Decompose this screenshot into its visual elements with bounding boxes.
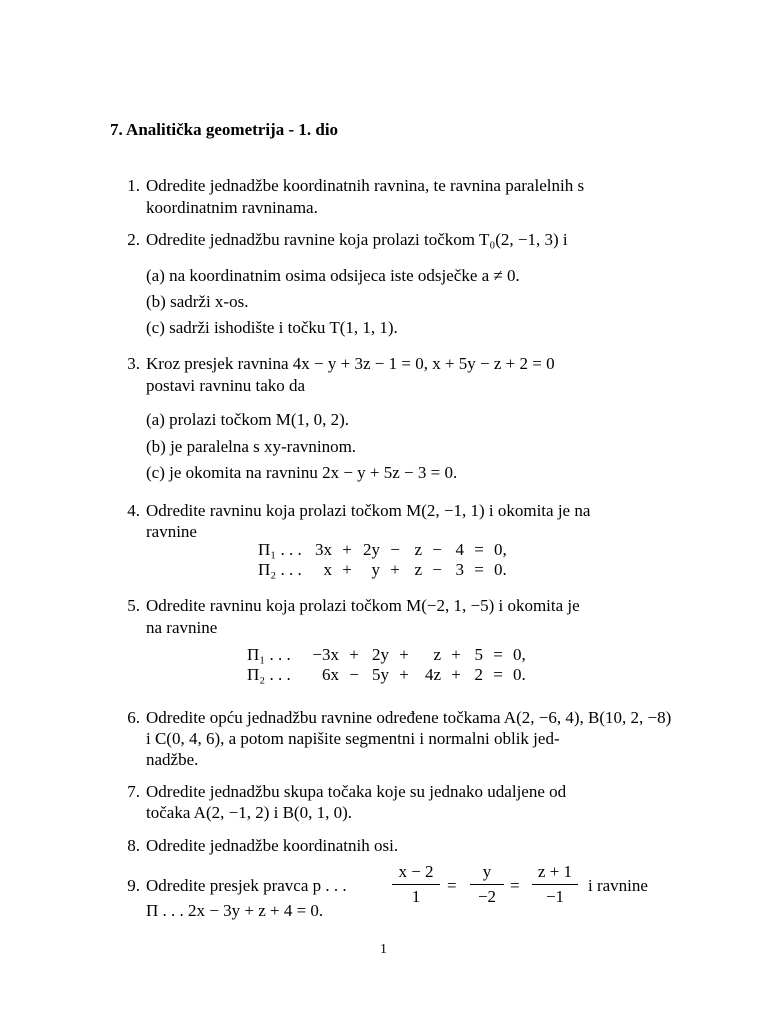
item-text-line: Odredite ravninu koja prolazi točkom M(−2, 1, −5) i okomita je bbox=[146, 596, 580, 615]
fraction: x − 2 1 bbox=[392, 862, 440, 907]
item-text-line: ravnine bbox=[146, 522, 197, 541]
subitem: (c) sadrži ishodište i točku T(1, 1, 1). bbox=[146, 318, 398, 337]
fraction: z + 1 −1 bbox=[532, 862, 578, 907]
item-text-line: Odredite opću jednadžbu ravnine određene točkama A(2, −6, 4), B(10, 2, −8) bbox=[146, 708, 672, 727]
equation-system bbox=[258, 540, 518, 580]
item-number: 5. bbox=[127, 596, 140, 615]
item-text-line: Odredite jednadžbu skupa točaka koje su jednako udaljene od bbox=[146, 782, 567, 801]
fraction-bar bbox=[392, 884, 440, 885]
page-number: 1 bbox=[380, 942, 387, 957]
equation-system bbox=[247, 645, 537, 685]
item-number: 9. bbox=[127, 876, 140, 895]
equation-row: Π₂ . . . 6x − 5y + 4z + 2 = 0. bbox=[247, 665, 526, 684]
item-number: 6. bbox=[127, 708, 140, 727]
fraction-bar bbox=[532, 884, 578, 885]
item-text-line: koordinatnim ravninama. bbox=[146, 198, 318, 217]
item-text-line: točaka A(2, −1, 2) i B(0, 1, 0). bbox=[146, 803, 352, 822]
subitem: (b) je paralelna s xy-ravninom. bbox=[146, 437, 357, 456]
subitem: (a) na koordinatnim osima odsijeca iste odsječke a ≠ 0. bbox=[146, 266, 520, 285]
item-text-line: Odredite jednadžbu ravnine koja prolazi točkom T₀(2, −1, 3) i bbox=[146, 230, 568, 249]
item-text-line: Odredite ravninu koja prolazi točkom M(2, −1, 1) i okomita je na bbox=[146, 501, 591, 520]
section-title: 7. Analitička geometrija - 1. dio bbox=[110, 120, 339, 139]
equals-sign: = bbox=[447, 876, 457, 895]
fraction-bar bbox=[470, 884, 504, 885]
fraction: y −2 bbox=[470, 862, 504, 907]
equation-row: Π₁ . . . −3x + 2y + z + 5 = 0, bbox=[247, 645, 526, 664]
item-text-line: postavi ravninu tako da bbox=[146, 376, 306, 395]
item-text-line: Kroz presjek ravnina 4x − y + 3z − 1 = 0, x + 5y − z + 2 = 0 bbox=[146, 354, 555, 373]
subitem: (a) prolazi točkom M(1, 0, 2). bbox=[146, 410, 349, 429]
item-number: 3. bbox=[127, 354, 140, 373]
item-text-line: Odredite jednadžbe koordinatnih osi. bbox=[146, 836, 399, 855]
item-text-line: i C(0, 4, 6), a potom napišite segmentni i normalni oblik jed- bbox=[146, 729, 560, 748]
item-text-line: i ravnine bbox=[588, 876, 648, 895]
item-text-line: na ravnine bbox=[146, 618, 218, 637]
item-text-line: Odredite jednadžbe koordinatnih ravnina, te ravnina paralelnih s bbox=[146, 176, 585, 195]
equation-row: Π₁ . . . 3x + 2y − z − 4 = 0, bbox=[258, 540, 507, 559]
equation-row: Π₂ . . . x + y + z − 3 = 0. bbox=[258, 560, 507, 579]
item-number: 8. bbox=[127, 836, 140, 855]
item-number: 1. bbox=[127, 176, 140, 195]
item-number: 7. bbox=[127, 782, 140, 801]
item-text-line: nadžbe. bbox=[146, 750, 199, 769]
item-text-line: Odredite presjek pravca p . . . bbox=[146, 876, 347, 895]
subitem: (b) sadrži x-os. bbox=[146, 292, 249, 311]
subitem: (c) je okomita na ravninu 2x − y + 5z − 3 = 0. bbox=[146, 463, 458, 482]
item-text-line: Π . . . 2x − 3y + z + 4 = 0. bbox=[146, 901, 324, 920]
item-number: 4. bbox=[127, 501, 140, 520]
item-number: 2. bbox=[127, 230, 140, 249]
equals-sign: = bbox=[510, 876, 520, 895]
